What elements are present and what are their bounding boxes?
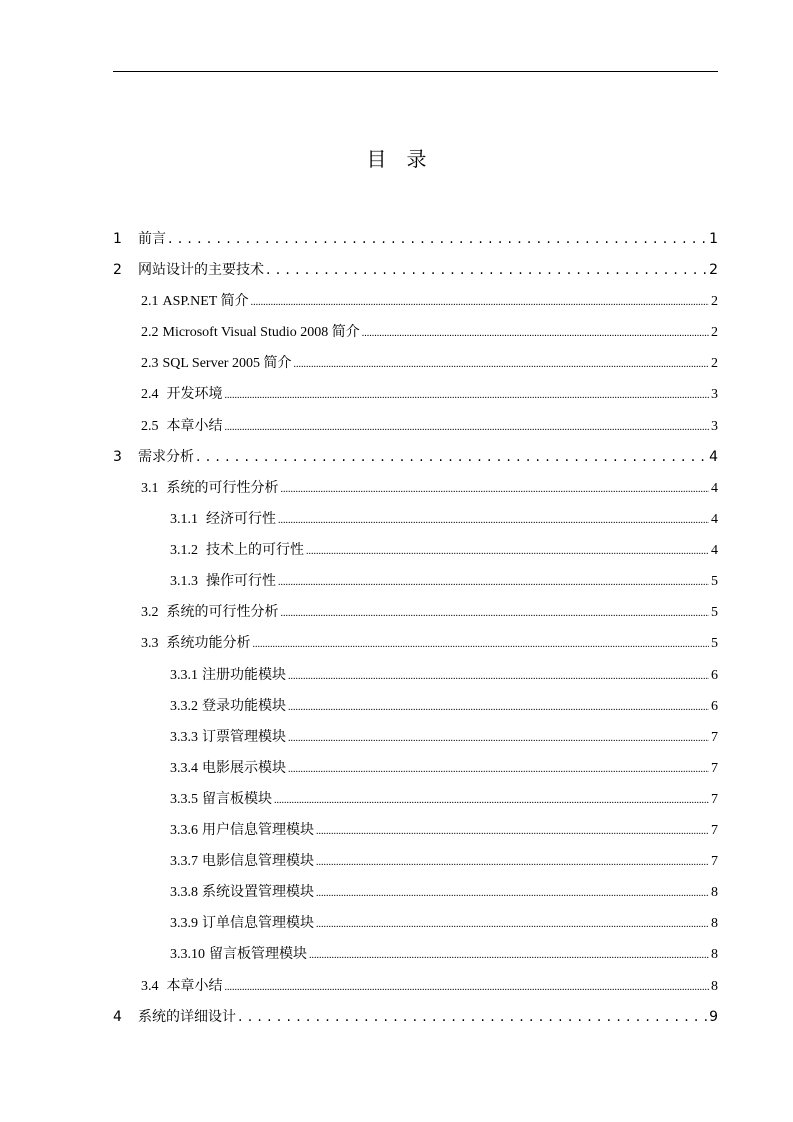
toc-entry-number: 3.3.1 — [170, 668, 198, 683]
toc-entry-page: 7 — [711, 761, 718, 776]
toc-entry-number: 3.3.2 — [170, 699, 198, 714]
toc-entry-page: 4 — [709, 449, 718, 465]
toc-leader-dots — [309, 947, 709, 963]
toc-entry-number: 2.4 — [141, 387, 159, 402]
toc-entry-number: 3 — [113, 449, 122, 465]
toc-entry[interactable] — [170, 881, 718, 901]
toc-entry[interactable] — [141, 632, 718, 652]
toc-entry[interactable] — [170, 757, 718, 777]
toc-entry[interactable] — [113, 259, 718, 279]
toc-entry-title: 本章小结 — [166, 419, 223, 434]
toc-title: 目 录 — [366, 147, 427, 171]
toc-entry[interactable] — [170, 664, 718, 684]
toc-leader-dots — [316, 854, 709, 870]
toc-entry-number: 3.3.10 — [170, 947, 205, 962]
toc-entry[interactable] — [170, 850, 718, 870]
toc-entry-page: 2 — [711, 356, 718, 371]
toc-leader-dots — [251, 294, 709, 310]
toc-entry[interactable] — [141, 601, 718, 621]
toc-entry-page: 2 — [711, 294, 718, 309]
toc-entry-number: 3.3.3 — [170, 730, 198, 745]
toc-entry-title: 技术上的可行性 — [206, 543, 304, 558]
toc-leader-dots — [288, 699, 709, 715]
toc-entry[interactable] — [141, 352, 718, 372]
toc-entry[interactable] — [170, 508, 718, 528]
toc-entry[interactable] — [170, 539, 718, 559]
toc-entry[interactable] — [170, 570, 718, 590]
toc-leader-dots — [288, 668, 709, 684]
toc-entry[interactable] — [170, 912, 718, 932]
toc-leader-dots — [288, 761, 709, 777]
toc-entry-title: 留言板管理模块 — [209, 947, 307, 962]
toc-entry-number: 3.1 — [141, 481, 159, 496]
toc-entry-page: 4 — [711, 543, 718, 558]
toc-entry-number: 3.1.3 — [170, 574, 198, 589]
toc-entry[interactable] — [170, 726, 718, 746]
toc-entry-page: 5 — [711, 636, 718, 651]
toc-entry-number: 1 — [113, 231, 122, 247]
toc-entry-title: 需求分析 — [138, 449, 194, 465]
toc-entry-number: 3.4 — [141, 979, 159, 994]
toc-entry[interactable] — [170, 943, 718, 963]
toc-entry-number: 3.3.5 — [170, 792, 198, 807]
toc-entry-number: 3.3 — [141, 636, 159, 651]
toc-entry-page: 7 — [711, 730, 718, 745]
toc-entry-page: 2 — [709, 262, 718, 278]
toc-entry[interactable] — [141, 415, 718, 435]
toc-entry-page: 8 — [711, 979, 718, 994]
toc-entry-number: 2.1 — [141, 294, 159, 309]
toc-entry-page: 1 — [709, 231, 718, 247]
toc-entry-page: 8 — [711, 916, 718, 931]
toc-leader-dots — [225, 979, 710, 995]
toc-leader-dots — [288, 730, 709, 746]
toc-entry-number: 3.1.1 — [170, 512, 198, 527]
toc-entry-number: 3.2 — [141, 605, 159, 620]
toc-entry-title: ASP.NET 简介 — [162, 294, 249, 309]
toc-entry[interactable] — [170, 695, 718, 715]
toc-entry-number: 3.3.8 — [170, 885, 198, 900]
toc-leader-dots — [238, 1009, 707, 1025]
toc-entry-number: 2 — [113, 262, 122, 278]
toc-entry-title: 注册功能模块 — [202, 668, 286, 683]
toc-entry-number: 3.1.2 — [170, 543, 198, 558]
toc-entry[interactable] — [141, 321, 718, 341]
toc-entry-number: 2.3 — [141, 356, 159, 371]
toc-entry-title: 用户信息管理模块 — [202, 823, 314, 838]
toc-leader-dots — [316, 885, 709, 901]
toc-entry-number: 3.3.7 — [170, 854, 198, 869]
toc-entry-page: 7 — [711, 792, 718, 807]
toc-entry-title: Microsoft Visual Studio 2008 简介 — [162, 325, 360, 340]
toc-leader-dots — [306, 543, 709, 559]
toc-entry-number: 2.2 — [141, 325, 159, 340]
toc-leader-dots — [168, 231, 707, 247]
toc-entry[interactable] — [141, 383, 718, 403]
toc-entry-title: 系统设置管理模块 — [202, 885, 314, 900]
toc-leader-dots — [274, 792, 709, 808]
toc-entry-title: 本章小结 — [166, 979, 223, 994]
toc-entry-title: 登录功能模块 — [202, 699, 286, 714]
toc-leader-dots — [266, 262, 707, 278]
toc-entry-page: 5 — [711, 605, 718, 620]
toc-entry-title: 订票管理模块 — [202, 730, 286, 745]
toc-leader-dots — [225, 387, 710, 403]
toc-leader-dots — [362, 325, 709, 341]
toc-entry-page: 6 — [711, 668, 718, 683]
toc-entry-number: 4 — [113, 1009, 122, 1025]
toc-entry-title: 网站设计的主要技术 — [138, 262, 264, 278]
toc-entry-number: 2.5 — [141, 419, 159, 434]
toc-entry-title: 操作可行性 — [206, 574, 276, 589]
toc-entry[interactable] — [170, 819, 718, 839]
toc-entry-page: 6 — [711, 699, 718, 714]
toc-entry-page: 5 — [711, 574, 718, 589]
toc-entry-title: 留言板模块 — [202, 792, 272, 807]
toc-entry-title: 经济可行性 — [206, 512, 276, 527]
toc-leader-dots — [225, 419, 710, 435]
toc-entry[interactable] — [113, 228, 718, 248]
toc-entry-page: 3 — [711, 387, 718, 402]
toc-entry-page: 4 — [711, 512, 718, 527]
toc-entry-page: 2 — [711, 325, 718, 340]
toc-entry-title: 电影信息管理模块 — [202, 854, 314, 869]
toc-entry-page: 4 — [711, 481, 718, 496]
toc-entry[interactable] — [113, 446, 718, 466]
toc-leader-dots — [278, 574, 709, 590]
toc-entry-title: 电影展示模块 — [202, 761, 286, 776]
toc-entry-title: 系统的详细设计 — [138, 1009, 236, 1025]
toc-entry[interactable] — [141, 290, 718, 310]
toc-entry-title: SQL Server 2005 简介 — [162, 356, 292, 371]
toc-entry-page: 7 — [711, 854, 718, 869]
toc-entry-title: 系统的可行性分析 — [166, 605, 279, 620]
toc-entry-title: 系统的可行性分析 — [166, 481, 279, 496]
toc-entry-page: 9 — [709, 1009, 718, 1025]
toc-leader-dots — [253, 636, 710, 652]
toc-entry-number: 3.3.9 — [170, 916, 198, 931]
toc-entry-page: 3 — [711, 419, 718, 434]
toc-entry[interactable] — [170, 788, 718, 808]
toc-entry-number: 3.3.6 — [170, 823, 198, 838]
toc-entry[interactable] — [141, 477, 718, 497]
toc-leader-dots — [281, 605, 710, 621]
toc-entry-title: 系统功能分析 — [166, 636, 251, 651]
toc-entry[interactable] — [113, 1006, 718, 1026]
toc-entry[interactable] — [141, 975, 718, 995]
toc-leader-dots — [278, 512, 709, 528]
toc-leader-dots — [316, 916, 709, 932]
toc-entry-page: 7 — [711, 823, 718, 838]
toc-entry-title: 订单信息管理模块 — [202, 916, 314, 931]
toc-leader-dots — [316, 823, 709, 839]
toc-entry-number: 3.3.4 — [170, 761, 198, 776]
toc-entry-title: 开发环境 — [166, 387, 223, 402]
toc-entry-page: 8 — [711, 947, 718, 962]
toc-entry-page: 8 — [711, 885, 718, 900]
toc-leader-dots — [196, 449, 707, 465]
toc-leader-dots — [281, 481, 710, 497]
toc-leader-dots — [293, 356, 709, 372]
toc-entry-title: 前言 — [138, 231, 166, 247]
